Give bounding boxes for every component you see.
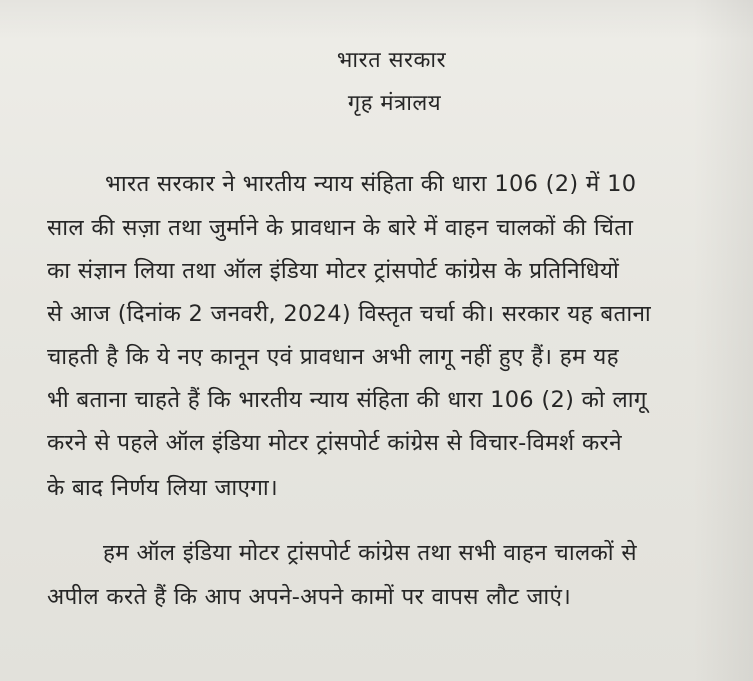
paragraph-1-line-2: साल की सज़ा तथा जुर्माने के प्रावधान के बारे में वाहन चालकों की चिंता xyxy=(47,215,634,241)
paragraph-1-line-6: भी बताना चाहते हैं कि भारतीय न्याय संहिता की धारा 106 (2) को लागू xyxy=(47,387,647,413)
paragraph-1-line-7: करने से पहले ऑल इंडिया मोटर ट्रांसपोर्ट कांग्रेस से विचार-विमर्श करने xyxy=(47,430,622,456)
paragraph-1-line-8: के बाद निर्णय लिया जाएगा। xyxy=(47,475,278,501)
document-title-ministry: गृह मंत्रालय xyxy=(347,91,442,116)
paragraph-2-line-1: हम ऑल इंडिया मोटर ट्रांसपोर्ट कांग्रेस तथा सभी वाहन चालकों से xyxy=(103,540,637,566)
paragraph-1-line-1: भारत सरकार ने भारतीय न्याय संहिता की धारा 106 (2) में 10 xyxy=(105,171,637,197)
paper-shadow xyxy=(0,0,753,40)
paragraph-1-line-4: से आज (दिनांक 2 जनवरी, 2024) विस्तृत चर्चा की। सरकार यह बताना xyxy=(47,301,652,327)
paragraph-1-line-3: का संज्ञान लिया तथा ऑल इंडिया मोटर ट्रांसपोर्ट कांग्रेस के प्रतिनिधियों xyxy=(47,258,620,284)
paragraph-1-line-5: चाहती है कि ये नए कानून एवं प्रावधान अभी लागू नहीं हुए हैं। हम यह xyxy=(47,344,619,370)
paragraph-2-line-2: अपील करते हैं कि आप अपने-अपने कामों पर वापस लौट जाएं। xyxy=(47,584,572,610)
document-title-government: भारत सरकार xyxy=(336,48,447,73)
